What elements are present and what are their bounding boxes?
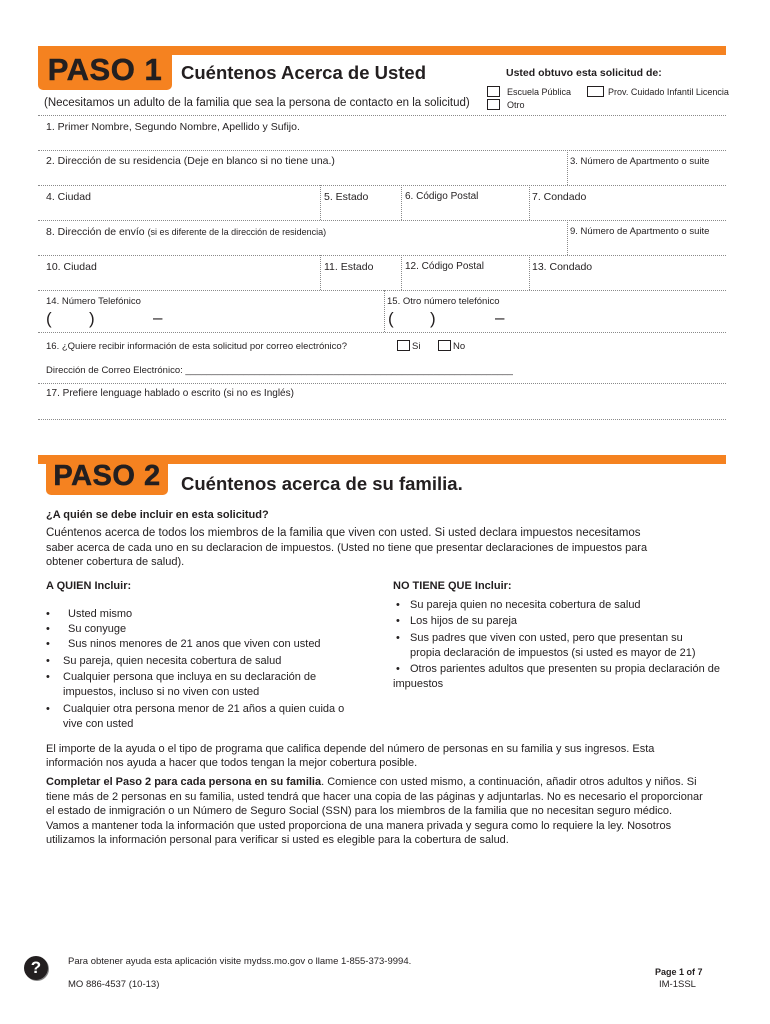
include-bullet: • <box>46 623 50 635</box>
step2-intro-line-3: obtener cobertura de salud). <box>46 556 185 568</box>
para2-bold: Completar el Paso 2 para cada persona en su familia <box>46 776 322 788</box>
exclude-bullet: • <box>396 632 400 644</box>
field-16-label: 16. ¿Quiere recibir información de esta solicitud por correo electrónico? <box>46 341 347 352</box>
include-bullet: • <box>46 655 50 667</box>
field-6-label: 6. Código Postal <box>405 191 479 202</box>
exclude-bullet: • <box>396 599 400 611</box>
include-bullet: • <box>46 608 50 620</box>
divider <box>38 150 726 151</box>
divider <box>38 220 726 221</box>
email-yes-label: Si <box>412 341 421 352</box>
exclude-item: Otros parientes adultos que presenten su propia declaración de <box>410 663 721 675</box>
field-1-label: 1. Primer Nombre, Segundo Nombre, Apellido y Sufijo. <box>46 121 300 133</box>
include-item: impuestos, incluso si no viven con usted <box>63 686 260 698</box>
exclude-bullet: • <box>396 663 400 675</box>
step2-badge: PASO 2 <box>46 457 168 495</box>
field-15-label: 15. Otro número telefónico <box>387 296 500 307</box>
phone-1-open-paren: ( <box>46 309 52 328</box>
exclude-item: impuestos <box>393 678 444 690</box>
divider <box>38 383 726 384</box>
divider <box>38 290 726 291</box>
field-8-number: 8. Dirección de envío <box>46 226 145 238</box>
childcare-label: Prov. Cuidado Infantil Licencia <box>608 87 729 97</box>
exclude-item: Sus padres que viven con usted, pero que presentan su <box>410 632 683 644</box>
include-item: Cualquier otra persona menor de 21 años a quien cuida o <box>63 703 345 715</box>
divider <box>320 185 321 220</box>
other-label: Otro <box>507 100 525 110</box>
field-7-label: 7. Condado <box>532 191 587 203</box>
divider <box>38 115 726 116</box>
obtained-label: Usted obtuvo esta solicitud de: <box>506 67 662 79</box>
step1-subtitle: (Necesitamos un adulto de la familia que sea la persona de contacto en la solicitud) <box>44 97 470 109</box>
include-item: Cualquier persona que incluya en su declaración de <box>63 671 317 683</box>
exclude-heading: NO TIENE QUE Incluir: <box>393 580 512 592</box>
phone-2-close-paren: ) <box>430 309 436 328</box>
step2-question: ¿A quién se debe incluir en esta solicitud? <box>46 509 269 521</box>
step2-title: Cuéntenos acerca de su familia. <box>181 473 463 494</box>
divider <box>384 290 385 332</box>
para1-line-1: El importe de la ayuda o el tipo de programa que califica depende del número de personas en su familia y sus ingresos. Esta <box>46 743 655 755</box>
para2-line-3: el estado de inmigración o un Número de Seguro Social (SSN) para los miembros de la familia que no necesitan seguro médico. <box>46 805 673 817</box>
include-bullet: • <box>46 703 50 715</box>
include-item: Usted mismo <box>68 608 133 620</box>
footer-form-id: MO 886-4537 (10-13) <box>68 979 160 990</box>
email-yes-checkbox[interactable] <box>397 340 410 351</box>
exclude-item: propia declaración de impuestos (si usted es mayor de 21) <box>410 647 696 659</box>
divider <box>529 255 530 290</box>
include-item: Su pareja, quien necesita cobertura de salud <box>63 655 282 667</box>
help-icon: ? <box>24 956 48 980</box>
include-bullet: • <box>46 671 50 683</box>
para2-line-2: tiene más de 2 personas en su familia, usted tendrá que hacer una copia de las páginas y adjuntarlas. No es necesario el proporcionar <box>46 791 703 803</box>
field-9-label: 9. Número de Apartmento o suite <box>570 226 710 237</box>
divider <box>567 150 568 185</box>
field-13-label: 13. Condado <box>532 261 593 273</box>
field-12-label: 12. Código Postal <box>405 261 484 272</box>
phone-1-close-paren: ) <box>89 309 95 328</box>
include-heading: A QUIEN Incluir: <box>46 580 132 592</box>
school-checkbox[interactable] <box>487 86 500 97</box>
field-5-label: 5. Estado <box>324 191 369 203</box>
field-10-label: 10. Ciudad <box>46 261 97 273</box>
email-no-checkbox[interactable] <box>438 340 451 351</box>
field-11-label: 11. Estado <box>324 261 374 273</box>
divider <box>38 332 726 333</box>
other-checkbox[interactable] <box>487 99 500 110</box>
footer-page-number: Page 1 of 7 <box>655 967 703 977</box>
field-14-label: 14. Número Telefónico <box>46 296 141 307</box>
field-4-label: 4. Ciudad <box>46 191 91 203</box>
field-2-label: 2. Dirección de su residencia (Deje en blanco si no tiene una.) <box>46 155 335 167</box>
email-no-label: No <box>453 341 466 352</box>
include-item: vive con usted <box>63 718 134 730</box>
divider <box>320 255 321 290</box>
divider <box>38 255 726 256</box>
para1-line-2: información nos ayuda a hacer que todos tengan la mejor cobertura posible. <box>46 757 418 769</box>
step2-intro-line-1: Cuéntenos acerca de todos los miembros de la familia que viven con usted. Si usted declara impuestos necesitamos <box>46 527 641 539</box>
email-address-label: Dirección de Correo Electrónico: ______________________________________________________________ <box>46 365 513 376</box>
divider <box>401 185 402 220</box>
para2-line-5: utilizamos la información personal para verificar si usted es elegible para la cobertura de salud. <box>46 834 509 846</box>
footer-help-text: Para obtener ayuda esta aplicación visite mydss.mo.gov o llame 1-855-373-9994. <box>68 956 412 967</box>
step1-badge: PASO 1 <box>38 50 172 90</box>
include-bullet: • <box>46 638 50 650</box>
divider <box>401 255 402 290</box>
divider <box>567 220 568 255</box>
field-8-note: (si es diferente de la dirección de residencia) <box>147 227 327 237</box>
exclude-item: Su pareja quien no necesita cobertura de salud <box>410 599 641 611</box>
childcare-checkbox[interactable] <box>587 86 604 97</box>
field-3-label: 3. Número de Apartmento o suite <box>570 156 710 167</box>
para2-line-1 <box>46 775 697 790</box>
phone-1-dash: – <box>153 308 163 327</box>
para2-text: . Comience con usted mismo, a continuación, añadir otros adultos y niños. Si <box>321 776 697 788</box>
school-label: Escuela Pública <box>507 87 572 97</box>
exclude-item: Los hijos de su pareja <box>410 615 518 627</box>
divider <box>38 419 726 420</box>
field-17-label: 17. Prefiere lenguage hablado o escrito (si no es Inglés) <box>46 388 294 399</box>
divider <box>38 185 726 186</box>
include-item: Sus ninos menores de 21 anos que viven con usted <box>68 638 321 650</box>
include-item: Su conyuge <box>68 623 127 635</box>
phone-2-open-paren: ( <box>388 309 394 328</box>
divider <box>529 185 530 220</box>
step2-intro-line-2: saber acerca de cada uno en su declaracion de impuestos. (Usted no tiene que presentar declaraciones de impuestos para <box>46 542 648 554</box>
para2-line-4: Vamos a mantener toda la información que usted proporciona de una manera privada y segura como lo requiere la ley. Nosotros <box>46 820 672 832</box>
phone-2-dash: – <box>495 308 505 327</box>
field-8-label <box>46 226 326 238</box>
exclude-bullet: • <box>396 615 400 627</box>
footer-form-code: IM-1SSL <box>659 979 696 990</box>
step1-title: Cuéntenos Acerca de Usted <box>181 62 427 83</box>
